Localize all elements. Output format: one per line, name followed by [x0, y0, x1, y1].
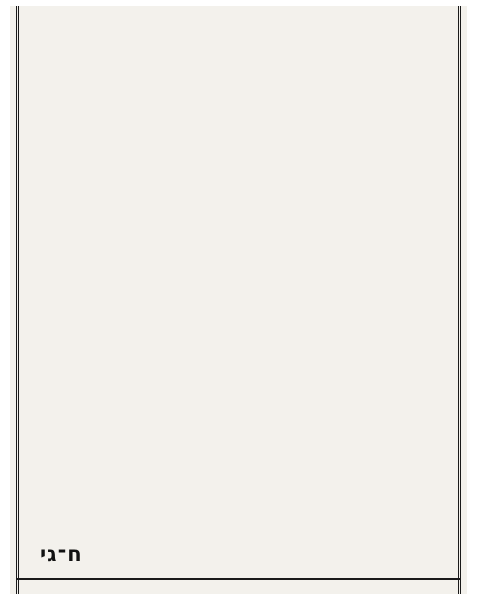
newspaper-clipping: [10, 6, 467, 594]
right-double-rule: [458, 6, 461, 594]
article-paragraph-1: [32, 8, 445, 28]
author-signature: ח־גי: [40, 542, 83, 566]
left-double-rule: [16, 6, 19, 594]
bottom-rule: [16, 578, 461, 580]
article-paragraph-2: [32, 30, 445, 50]
article-paragraph-4: [32, 73, 445, 93]
article-paragraph-3: [32, 51, 445, 71]
article-body: [32, 8, 445, 534]
